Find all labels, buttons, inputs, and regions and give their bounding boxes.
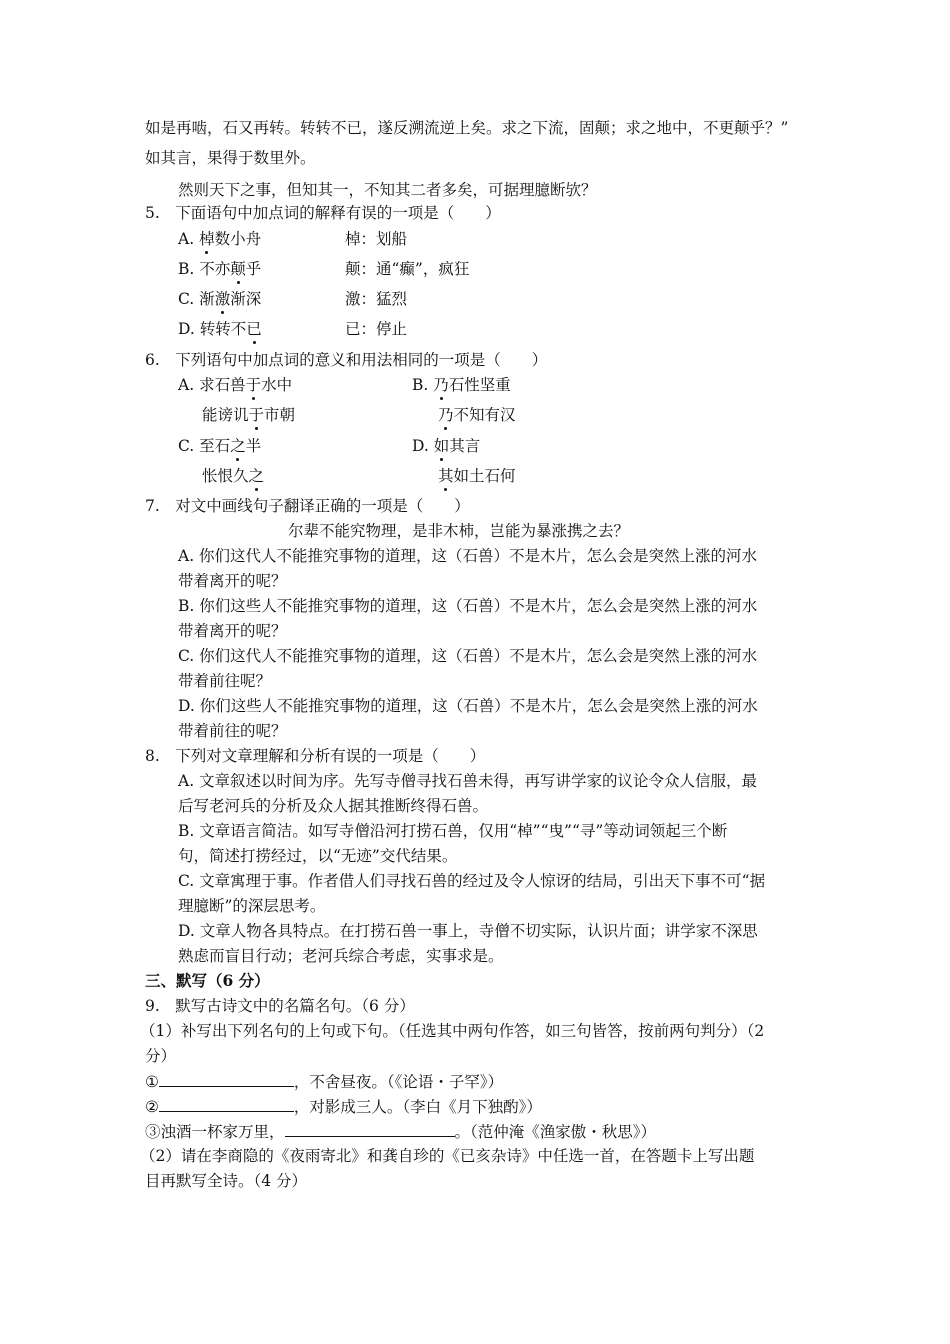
dotted-word: 于 [248,406,265,424]
dotted-word: 之 [248,467,265,485]
item-text: 。（范仲淹《渔家傲・秋思》） [454,1123,657,1141]
passage-line: 如是再啮，石又再转。转转不已，遂反溯流逆上矣。求之下流，固颠；求之地中，不更颠乎？” [145,119,789,137]
option-c-second [202,466,264,486]
dotted-word: 其 [438,467,454,485]
text: 怅恨久 [202,467,249,485]
answer-blank[interactable] [159,1096,294,1112]
option-b-gloss: 颠：通“癫”，疯狂 [345,260,470,278]
option-d[interactable]: D. 你们这些人不能推究事物的道理，这（石兽）不是木片，怎么会是突然上涨的河水 [178,697,758,715]
question-8-stem: 8. 下列对文章理解和分析有误的一项是（ ） [145,747,486,765]
option-d-cont: 熟虑而盲目行动；老河兵综合考虑，实事求是。 [178,947,504,965]
text: 渐深 [230,290,262,308]
item-number: ① [145,1073,159,1091]
option-b-cont: 句，简述打捞经过，以“无迹”交代结果。 [178,847,458,865]
part-2-instruction: （2）请在李商隐的《夜雨寄北》和龚自珍的《已亥杂诗》中任选一首，在答题卡上写出题 [140,1147,755,1165]
item-text: ③浊酒一杯家万里， [145,1123,285,1141]
text: 能谤讥 [202,406,249,424]
dotted-word: 之 [230,437,246,455]
text: 半 [245,437,262,455]
option-label: C. [178,290,195,308]
dotted-word: 乃 [438,406,454,424]
option-c[interactable] [178,436,261,456]
answer-blank[interactable] [159,1071,294,1087]
option-c-cont: 带着前往呢？ [178,672,272,690]
option-label: B. [178,260,195,278]
question-7-stem: 7. 对文中画线句子翻译正确的一项是（ ） [145,497,470,515]
text: 数小舟 [214,230,262,248]
text: 转转不 [199,320,247,338]
dotted-word: 乃 [433,376,449,394]
passage-line: 如其言，果得于数里外。 [145,149,316,167]
option-c-cont: 理臆断”的深层思考。 [178,897,326,915]
option-a-cont: 带着离开的呢？ [178,572,287,590]
dotted-word: 于 [245,376,262,394]
answer-blank[interactable] [285,1121,455,1137]
dotted-word: 颠 [230,260,246,278]
option-c[interactable]: C. 你们这代人不能推究事物的道理，这（石兽）不是木片，怎么会是突然上涨的河水 [178,647,758,665]
text: 不亦 [199,260,231,278]
question-6-stem: 6. 下列语句中加点词的意义和用法相同的一项是（ ） [145,351,548,369]
option-a[interactable]: A. 你们这代人不能推究事物的道理，这（石兽）不是木片，怎么会是突然上涨的河水 [178,547,758,565]
text: 如土石何 [453,467,516,485]
option-a[interactable] [178,229,261,249]
dotted-word: 棹 [199,230,215,248]
part-2-instruction-cont: 目再默写全诗。（4 分） [145,1172,308,1190]
option-d-cont: 带着前往的呢？ [178,722,287,740]
text: 至石 [199,437,231,455]
option-b[interactable] [178,259,261,279]
option-label: D. [412,437,429,455]
item-number: ② [145,1098,159,1116]
text: 其言 [449,437,481,455]
item-text: ，不舍昼夜。（《论语・子罕》） [293,1073,504,1091]
option-d[interactable] [178,319,262,339]
option-d-second [438,466,516,486]
option-c[interactable] [178,289,261,309]
option-a[interactable]: A. 文章叙述以时间为序。先写寺僧寻找石兽未得，再写讲学家的议论令众人信服，最 [178,772,758,790]
fill-item-2 [145,1096,542,1117]
option-c[interactable]: C. 文章寓理于事。作者借人们寻找石兽的经过及令人惊讶的结局，引出天下事不可“据 [178,872,766,890]
section-heading: 三、默写（6 分） [145,971,270,990]
option-label: A. [178,376,195,394]
question-9-stem: 9. 默写古诗文中的名篇名句。（6 分） [145,997,415,1015]
part-1-instruction-cont: 分） [145,1047,177,1065]
text: 不知有汉 [453,406,516,424]
option-a-gloss: 棹：划船 [345,230,408,248]
option-a-second [202,405,295,425]
question-5-stem: 5. 下面语句中加点词的解释有误的一项是（ ） [145,204,501,222]
text: 水中 [261,376,293,394]
option-label: D. [178,320,195,338]
option-label: A. [178,230,195,248]
dotted-word: 激 [214,290,231,308]
option-label: B. [412,376,429,394]
text: 求石兽 [199,376,246,394]
dotted-word: 如 [433,437,450,455]
option-a-cont: 后写老河兵的分析及众人据其推断终得石兽。 [178,797,489,815]
text: 市朝 [264,406,296,424]
passage-line: 然则天下之事，但知其一，不知其二者多矣，可据理臆断欤？ [178,181,597,199]
text: 渐 [199,290,215,308]
option-b-cont: 带着离开的呢？ [178,622,287,640]
option-a[interactable] [178,375,292,395]
option-d[interactable] [412,436,480,456]
option-b[interactable]: B. 文章语言简洁。如写寺僧沿河打捞石兽，仅用“棹”“曳”“寻”等动词领起三个断 [178,822,728,840]
part-1-instruction: （1）补写出下列名句的上句或下句。（任选其中两句作答，如三句皆答，按前两句判分）（2 [140,1022,765,1040]
dotted-word: 已 [246,320,262,338]
text: 石性坚重 [448,376,511,394]
option-d[interactable]: D. 文章人物各具特点。在打捞石兽一事上，寺僧不切实际，认识片面；讲学家不深思 [178,922,758,940]
fill-item-3 [145,1121,656,1142]
text: 乎 [245,260,262,278]
option-d-gloss: 已：停止 [345,320,408,338]
option-b-second [438,405,516,425]
item-text: ，对影成三人。（李白《月下独酌》） [293,1098,542,1116]
quoted-sentence: 尔辈不能究物理，是非木杮，岂能为暴涨携之去？ [288,522,630,540]
option-label: C. [178,437,195,455]
fill-item-1 [145,1071,503,1092]
option-b[interactable]: B. 你们这些人不能推究事物的道理，这（石兽）不是木片，怎么会是突然上涨的河水 [178,597,758,615]
option-c-gloss: 激：猛烈 [345,290,408,308]
option-b[interactable] [412,375,511,395]
